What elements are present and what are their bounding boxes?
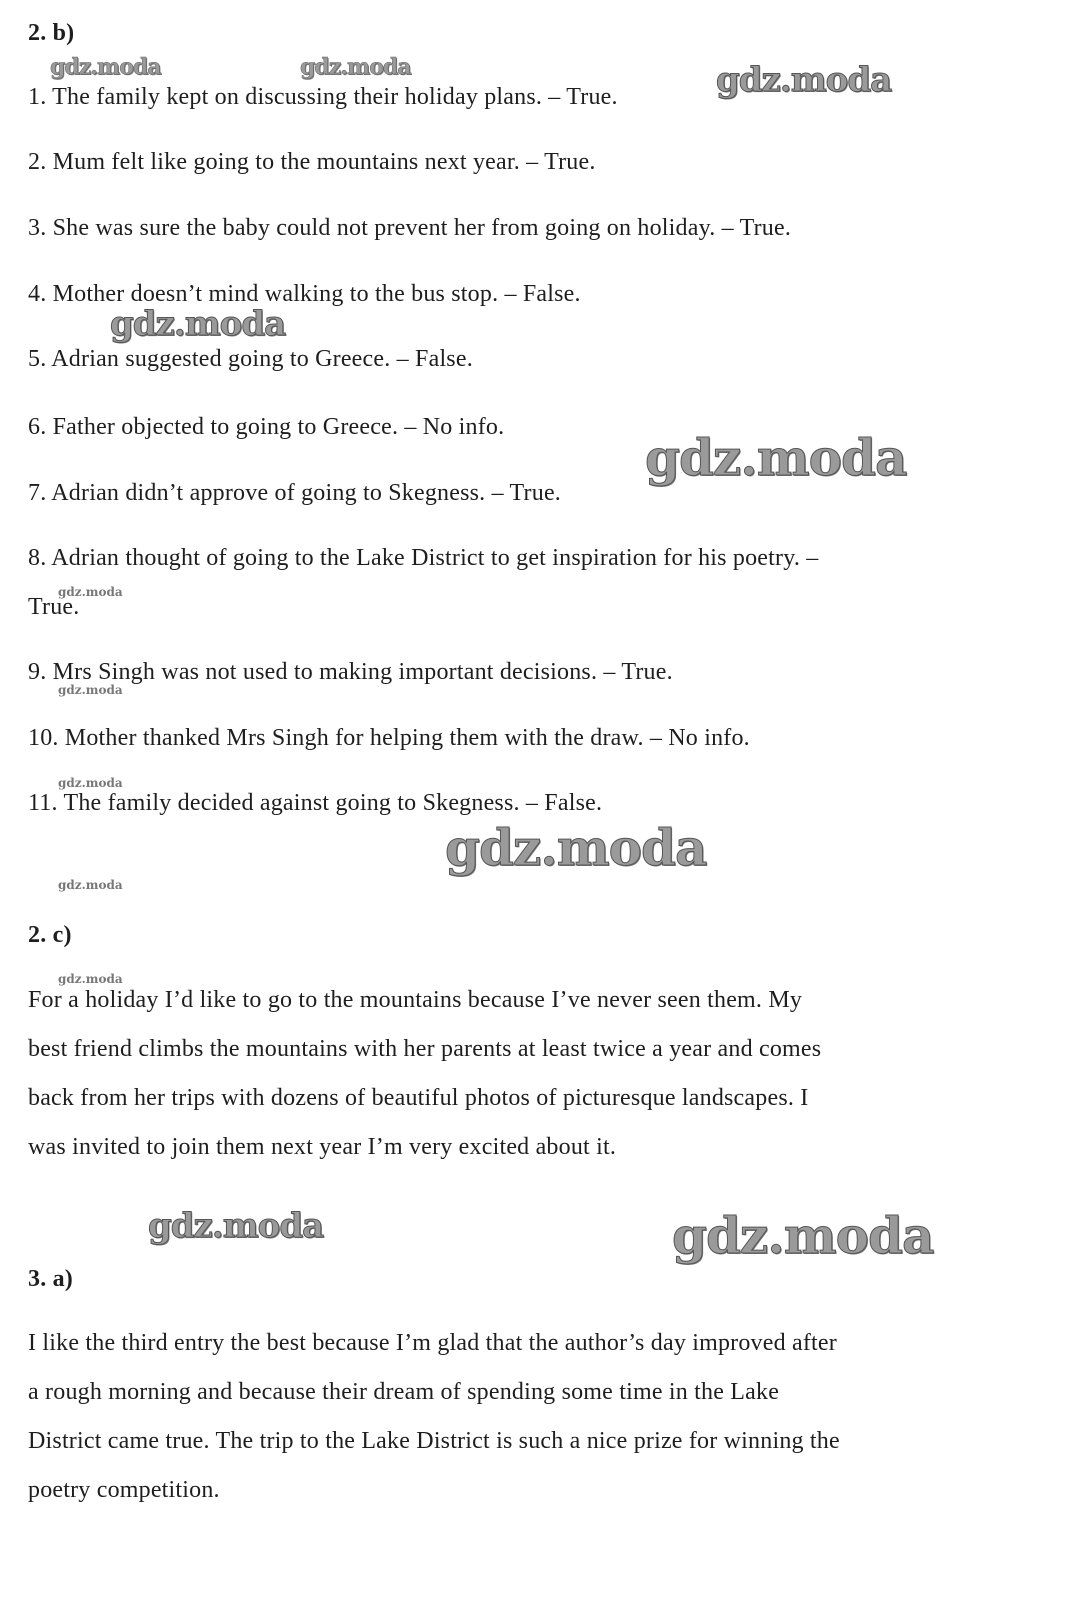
list-item: 1. The family kept on discussing their holiday plans. – True. (28, 84, 618, 110)
paragraph-line: District came true. The trip to the Lake District is such a nice prize for winning the (28, 1428, 840, 1454)
watermark: gdz.moda (445, 818, 707, 877)
watermark: gdz.moda (58, 878, 123, 892)
heading-2c: 2. c) (28, 922, 72, 948)
list-item: 7. Adrian didn’t approve of going to Skegness. – True. (28, 480, 561, 506)
paragraph-line: was invited to join them next year I’m very excited about it. (28, 1134, 617, 1160)
list-item-continuation: True. (28, 594, 80, 620)
heading-3a: 3. a) (28, 1266, 73, 1292)
list-item: 6. Father objected to going to Greece. – No info. (28, 414, 505, 440)
paragraph-line: poetry competition. (28, 1477, 220, 1503)
list-item: 9. Mrs Singh was not used to making important decisions. – True. (28, 659, 673, 685)
paragraph-line: I like the third entry the best because I’m glad that the author’s day improved after (28, 1330, 837, 1356)
paragraph-line: best friend climbs the mountains with her parents at least twice a year and comes (28, 1036, 822, 1062)
watermark: gdz.moda (672, 1206, 934, 1265)
paragraph-line: For a holiday I’d like to go to the mountains because I’ve never seen them. My (28, 987, 803, 1013)
watermark: gdz.moda (58, 776, 123, 790)
list-item: 3. She was sure the baby could not prevent her from going on holiday. – True. (28, 215, 792, 241)
list-item: 5. Adrian suggested going to Greece. – False. (28, 346, 473, 372)
list-item: 8. Adrian thought of going to the Lake District to get inspiration for his poetry. – (28, 545, 819, 571)
paragraph-line: a rough morning and because their dream of spending some time in the Lake (28, 1379, 780, 1405)
watermark: gdz.moda (645, 428, 907, 487)
watermark: gdz.moda (300, 54, 411, 80)
list-item: 10. Mother thanked Mrs Singh for helping them with the draw. – No info. (28, 725, 750, 751)
watermark: gdz.moda (110, 304, 286, 344)
watermark: gdz.moda (50, 54, 161, 80)
heading-2b: 2. b) (28, 20, 75, 46)
watermark: gdz.moda (58, 683, 123, 697)
watermark: gdz.moda (716, 60, 892, 100)
list-item: 4. Mother doesn’t mind walking to the bus stop. – False. (28, 281, 581, 307)
list-item: 11. The family decided against going to Skegness. – False. (28, 790, 603, 816)
list-item: 2. Mum felt like going to the mountains next year. – True. (28, 149, 596, 175)
paragraph-line: back from her trips with dozens of beautiful photos of picturesque landscapes. I (28, 1085, 809, 1111)
watermark: gdz.moda (148, 1206, 324, 1246)
watermark: gdz.moda (58, 585, 123, 599)
watermark: gdz.moda (58, 972, 123, 986)
